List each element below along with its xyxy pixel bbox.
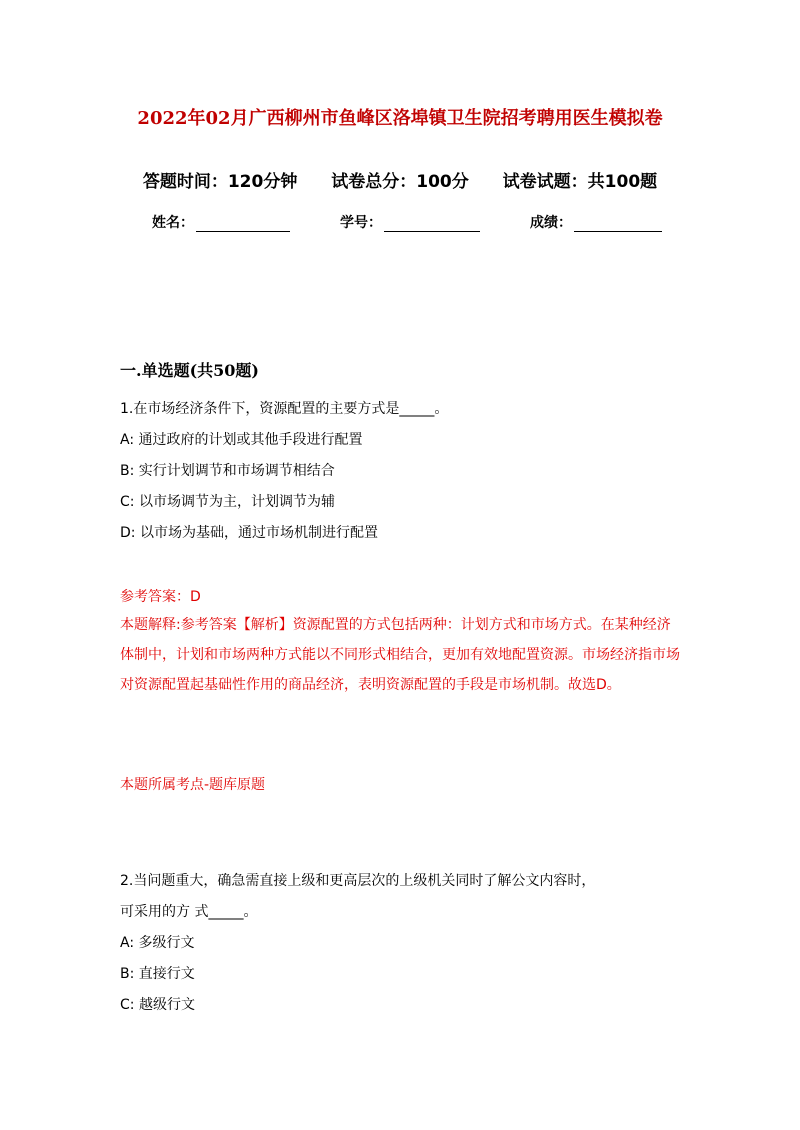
id-blank[interactable]: [384, 215, 480, 232]
exam-info: [0, 167, 800, 192]
question-2-stem-line2: 可采用的方 式_____。: [120, 904, 258, 920]
id-label: 学号：: [340, 215, 382, 231]
question-1-stem: 1.在市场经济条件下，资源配置的主要方式是_____。: [120, 401, 449, 417]
exam-title: 2022年02月广西柳州市鱼峰区洛埠镇卫生院招考聘用医生模拟卷: [137, 108, 663, 129]
question-2-option-b: B: 直接行文: [120, 966, 195, 982]
question-1-explanation: 本题解释:参考答案【解析】资源配置的方式包括两种：计划方式和市场方式。在某种经济体制中，计划和市场两种方式能以不同形式相结合，更加有效地配置资源。市场经济指市场对资源配置起基础性作用的商品经济，表明资源配置的手段是市场机制。故选D。: [120, 617, 680, 693]
name-blank[interactable]: [196, 215, 290, 232]
section-title: 一.单选题(共50题): [120, 361, 259, 380]
score-blank[interactable]: [574, 215, 662, 232]
id-field[interactable]: [340, 212, 480, 232]
exam-time: 答题时间：120分钟: [142, 172, 298, 192]
question-1-option-c: C: 以市场调节为主，计划调节为辅: [120, 494, 335, 510]
name-label: 姓名：: [152, 215, 194, 231]
question-1-option-a: A: 通过政府的计划或其他手段进行配置: [120, 432, 363, 448]
name-field[interactable]: [152, 212, 290, 232]
question-1-topic: 本题所属考点-题库原题: [120, 777, 266, 793]
question-1-option-d: D: 以市场为基础，通过市场机制进行配置: [120, 525, 378, 541]
question-count: 试卷试题：共100题: [502, 172, 658, 192]
question-2-stem-line1: 2.当问题重大，确急需直接上级和更高层次的上级机关同时了解公文内容时，: [120, 873, 596, 889]
total-score: 试卷总分：100分: [331, 172, 469, 192]
score-field[interactable]: [530, 212, 662, 232]
question-1-answer: 参考答案：D: [120, 589, 201, 605]
question-2-option-c: C: 越级行文: [120, 997, 195, 1013]
question-1-option-b: B: 实行计划调节和市场调节相结合: [120, 463, 335, 479]
score-label: 成绩：: [530, 215, 572, 231]
question-2-option-a: A: 多级行文: [120, 935, 195, 951]
